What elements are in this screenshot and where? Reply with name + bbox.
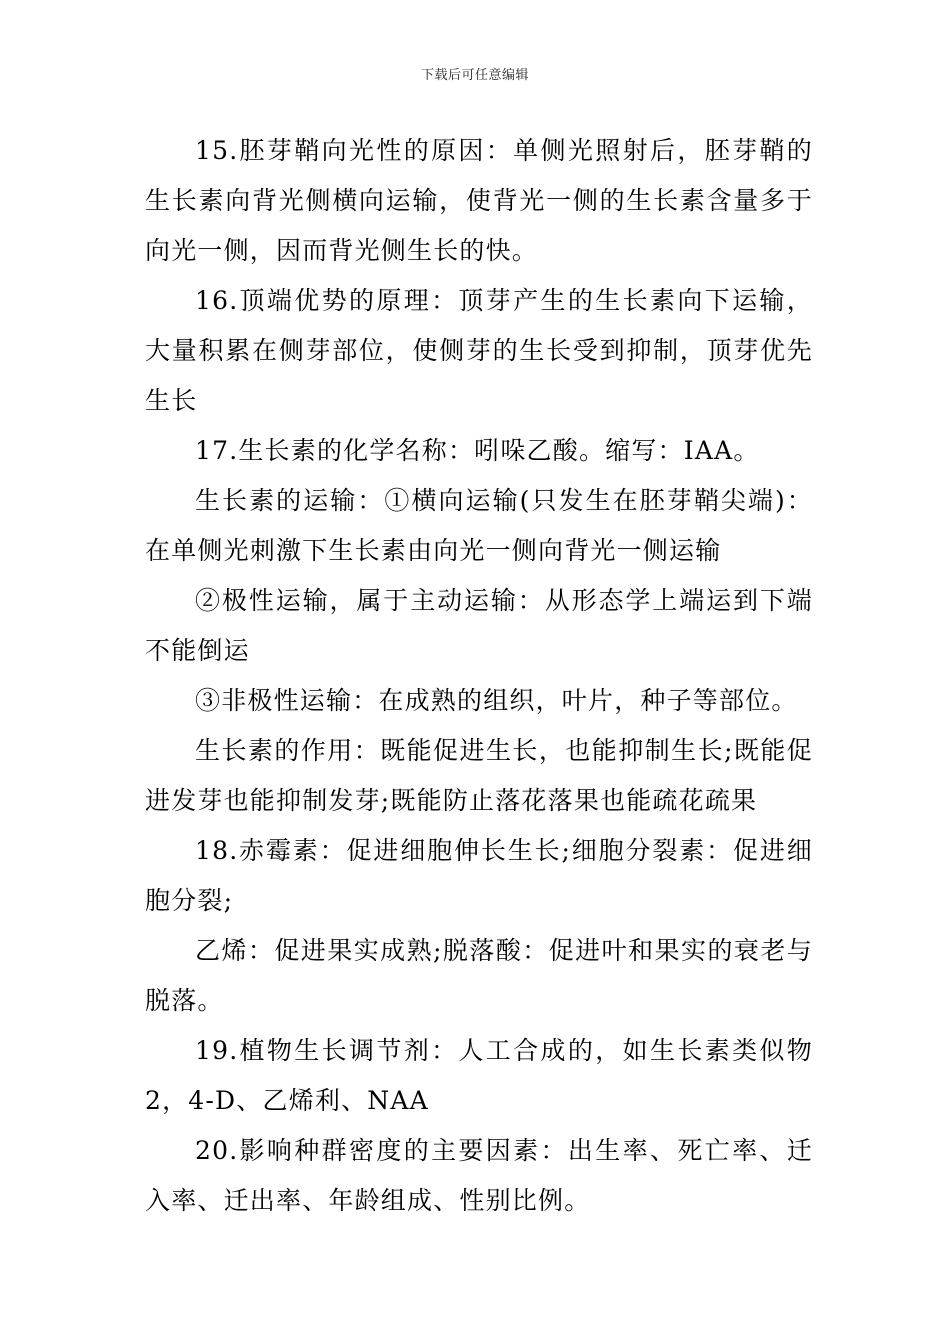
page-header: 下载后可任意编辑 (420, 68, 529, 83)
paragraph-polar-transport: ②极性运输，属于主动运输：从形态学上端运到下端不能倒运 (145, 586, 813, 665)
paragraph-auxin-transport: 生长素的运输：①横向运输(只发生在胚芽鞘尖端)：在单侧光刺激下生长素由向光一侧向背光一侧运输 (145, 486, 813, 565)
paragraph-15: 15.胚芽鞘向光性的原因：单侧光照射后，胚芽鞘的生长素向背光侧横向运输，使背光一侧的生长素含量多于向光一侧，因而背光侧生长的快。 (145, 136, 813, 265)
paragraph-nonpolar-transport: ③非极性运输：在成熟的组织，叶片，种子等部位。 (195, 686, 798, 715)
paragraph-ethylene: 乙烯：促进果实成熟;脱落酸：促进叶和果实的衰老与脱落。 (145, 936, 813, 1015)
paragraph-20: 20.影响种群密度的主要因素：出生率、死亡率、迁入率、迁出率、年龄组成、性别比例。 (145, 1136, 813, 1215)
paragraph-16: 16.顶端优势的原理：顶芽产生的生长素向下运输，大量积累在侧芽部位，使侧芽的生长受到抑制，顶芽优先生长 (145, 286, 813, 415)
document-body (145, 126, 813, 1226)
paragraph-auxin-function: 生长素的作用：既能促进生长，也能抑制生长;既能促进发芽也能抑制发芽;既能防止落花落果也能疏花疏果 (145, 736, 813, 815)
paragraph-17: 17.生长素的化学名称：吲哚乙酸。缩写：IAA。 (195, 436, 760, 465)
paragraph-18: 18.赤霉素：促进细胞伸长生长;细胞分裂素：促进细胞分裂; (145, 836, 813, 915)
paragraph-19: 19.植物生长调节剂：人工合成的，如生长素类似物2，4-D、乙烯利、NAA (145, 1036, 813, 1115)
